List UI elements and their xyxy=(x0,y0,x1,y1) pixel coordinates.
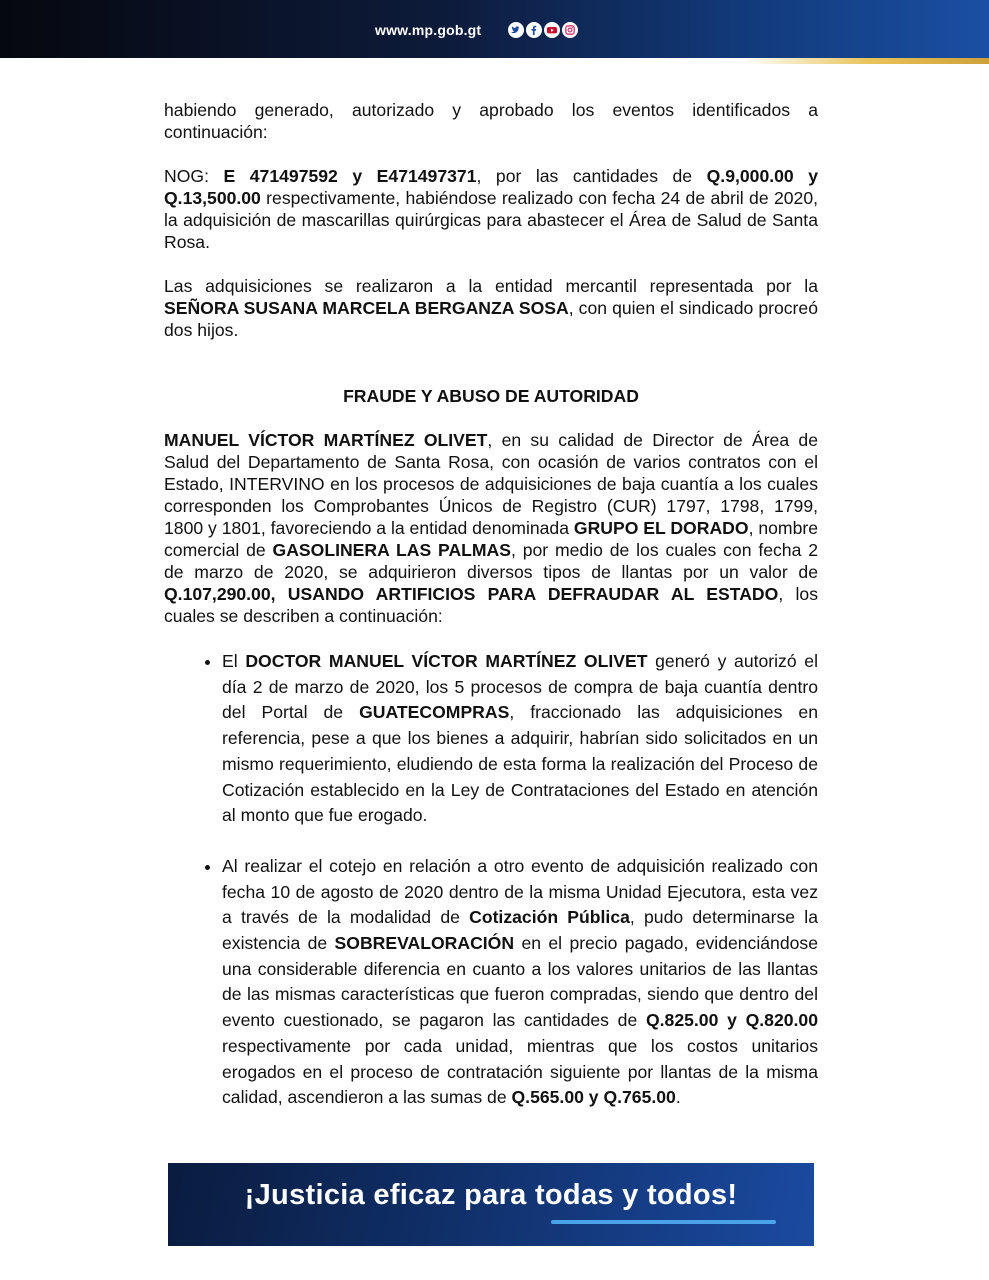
document-body xyxy=(164,99,818,1111)
twitter-icon[interactable] xyxy=(508,22,524,38)
paragraph-nog: NOG: E 471497592 y E471497371, por las cantidades de Q.9,000.00 y Q.13,500.00 respectivamente, habiéndose realizado con fecha 24 de abril de 2020, la adquisición de mascarillas quirúrgicas para abastecer el Área de Salud de Santa Rosa. xyxy=(164,166,818,252)
list-item: • El DOCTOR MANUEL VÍCTOR MARTÍNEZ OLIVET generó y autorizó el día 2 de marzo de 2020, los 5 procesos de compra de baja cuantía dentro del Portal de GUATECOMPRAS, fraccionado las adquisiciones en referencia, pese a que los bienes a adquirir, habrían sido solicitados en un mismo requerimiento, eludiendo de esta forma la realización del Proceso de Cotización establecido en la Ley de Contrataciones del Estado en atención al monto que fue erogado. xyxy=(222,649,818,829)
youtube-icon[interactable] xyxy=(544,22,560,38)
bullet-list xyxy=(164,649,818,1111)
social-icons xyxy=(508,22,578,38)
footer-banner xyxy=(168,1163,814,1246)
paragraph: habiendo generado, autorizado y aprobado los eventos identificados a continuación: xyxy=(164,100,818,142)
website-link[interactable]: www.mp.gob.gt xyxy=(375,22,482,38)
paragraph-adquisiciones: Las adquisiciones se realizaron a la entidad mercantil representada por la SEÑORA SUSANA MARCELA BERGANZA SOSA, con quien el sindicado procreó dos hijos. xyxy=(164,276,818,340)
section-heading: FRAUDE Y ABUSO DE AUTORIDAD xyxy=(343,386,639,406)
facebook-icon[interactable] xyxy=(526,22,542,38)
header-divider xyxy=(0,58,989,64)
instagram-icon[interactable] xyxy=(562,22,578,38)
paragraph-fraude: MANUEL VÍCTOR MARTÍNEZ OLIVET, en su calidad de Director de Área de Salud del Departamento de Santa Rosa, con ocasión de varios contratos con el Estado, INTERVINO en los procesos de adquisiciones de baja cuantía a los cuales corresponden los Comprobantes Únicos de Registro (CUR) 1797, 1798, 1799, 1800 y 1801, favoreciendo a la entidad denominada GRUPO EL DORADO, nombre comercial de GASOLINERA LAS PALMAS, por medio de los cuales con fecha 2 de marzo de 2020, se adquirieron diversos tipos de llantas por un valor de Q.107,290.00, USANDO ARTIFICIOS PARA DEFRAUDAR AL ESTADO, los cuales se describen a continuación: xyxy=(164,430,818,626)
footer-slogan: ¡Justicia eficaz para todas y todos! xyxy=(244,1179,738,1211)
list-item: • Al realizar el cotejo en relación a otro evento de adquisición realizado con fecha 10 de agosto de 2020 dentro de la misma Unidad Ejecutora, esta vez a través de la modalidad de Cotización Pública, pudo determinarse la existencia de SOBREVALORACIÓN en el precio pagado, evidenciándose una considerable diferencia en cuanto a los valores unitarios de las llantas de las mismas características que fueron compradas, siendo que dentro del evento cuestionado, se pagaron las cantidades de Q.825.00 y Q.820.00 respectivamente por cada unidad, mientras que los costos unitarios erogados en el proceso de contratación siguiente por llantas de la misma calidad, ascendieron a las sumas de Q.565.00 y Q.765.00. xyxy=(222,854,818,1111)
slogan-underline xyxy=(551,1220,776,1224)
header-bar xyxy=(0,0,989,58)
